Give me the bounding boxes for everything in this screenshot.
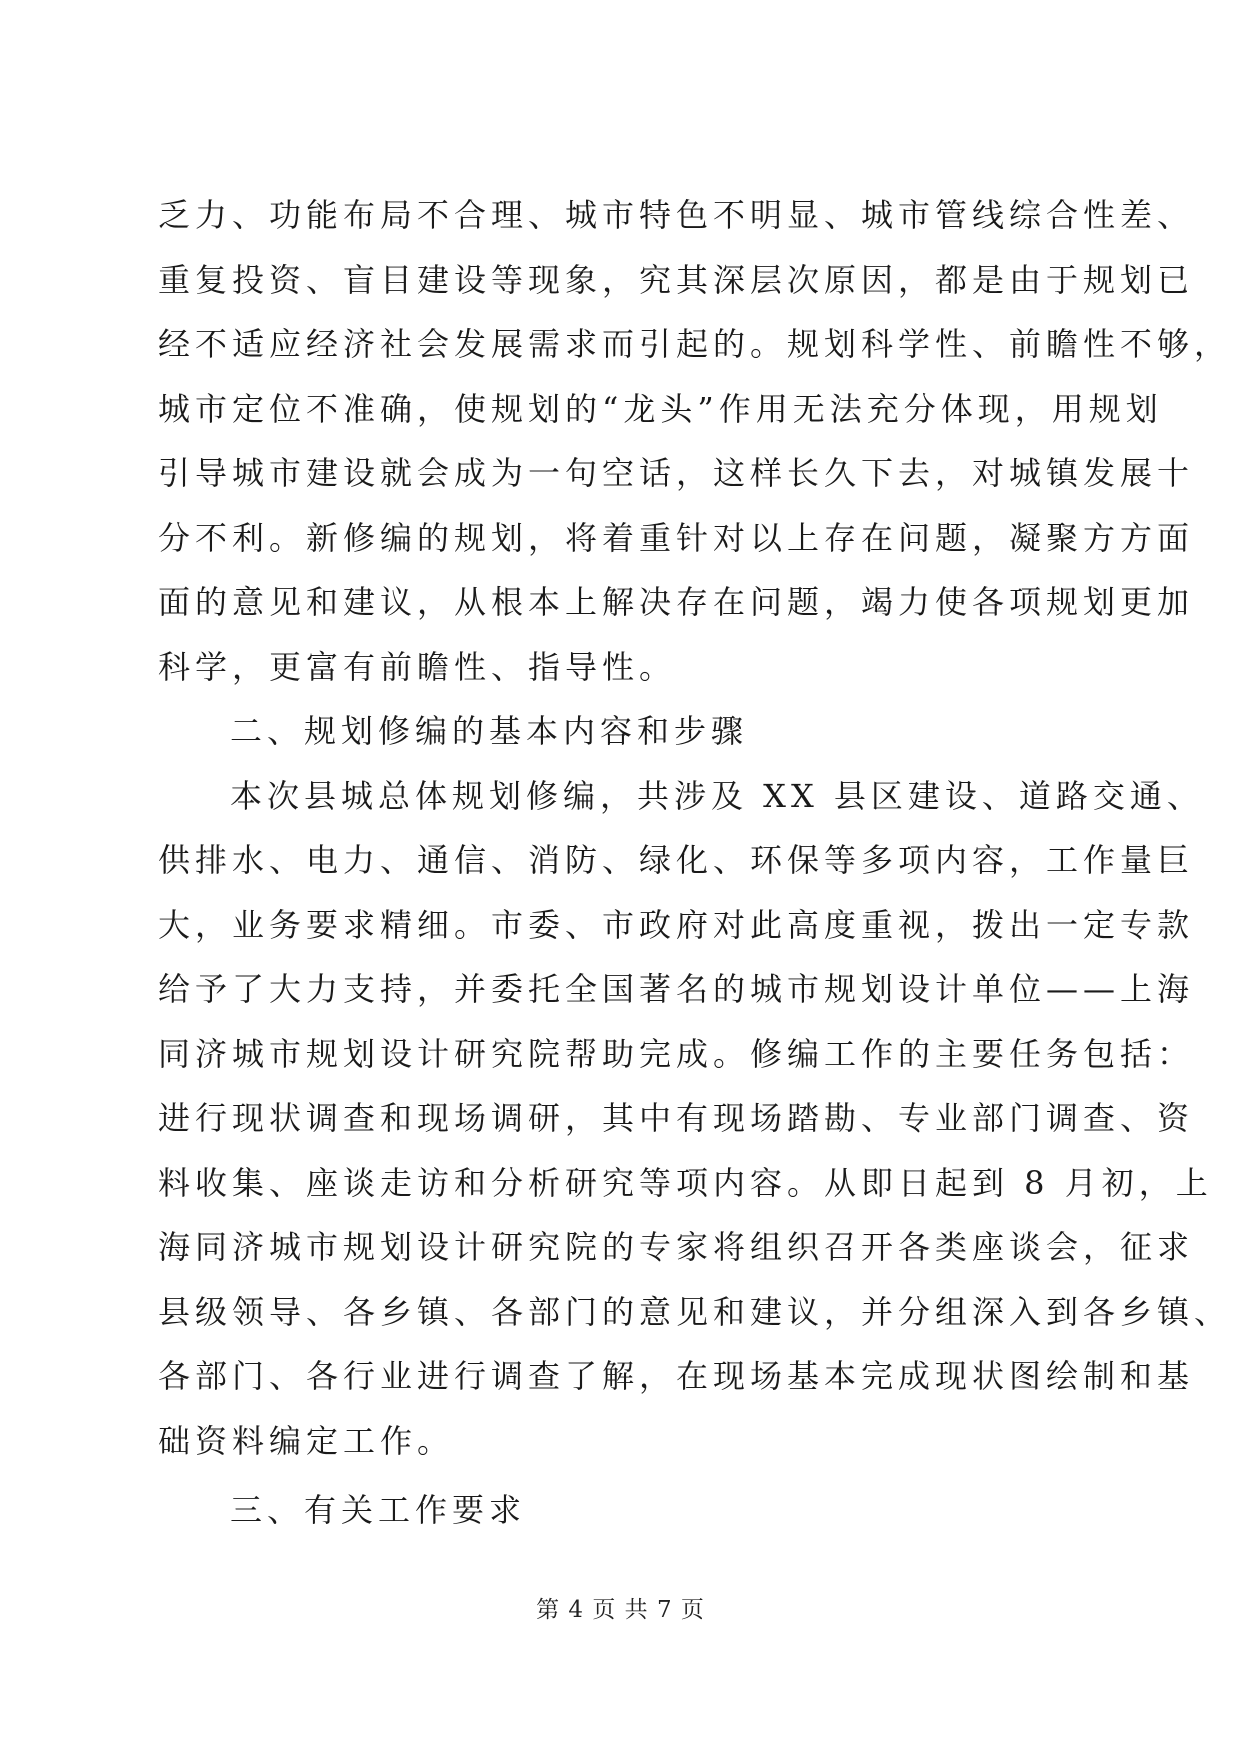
body-text-line: 重复投资、盲目建设等现象，究其深层次原因，都是由于规划已 (158, 261, 1195, 299)
body-text-line: 县级领导、各乡镇、各部门的意见和建议，并分组深入到各乡镇、 (158, 1293, 1232, 1331)
body-text-line: 海同济城市规划设计研究院的专家将组织召开各类座谈会，征求 (158, 1228, 1195, 1266)
section-heading: 二、规划修编的基本内容和步骤 (230, 712, 749, 750)
body-text-line: 本次县城总体规划修编，共涉及 XX 县区建设、道路交通、 (230, 777, 1204, 815)
body-text-line: 科学，更富有前瞻性、指导性。 (158, 648, 677, 686)
body-text-line: 各部门、各行业进行调查了解，在现场基本完成现状图绘制和基 (158, 1357, 1195, 1395)
body-text-line: 乏力、功能布局不合理、城市特色不明显、城市管线综合性差、 (158, 196, 1195, 234)
body-text-line: 供排水、电力、通信、消防、绿化、环保等多项内容，工作量巨 (158, 841, 1195, 879)
body-text-line: 料收集、座谈走访和分析研究等项内容。从即日起到 8 月初，上 (158, 1164, 1213, 1202)
body-text-line: 础资料编定工作。 (158, 1422, 455, 1460)
body-text-line: 经不适应经济社会发展需求而引起的。规划科学性、前瞻性不够， (158, 325, 1232, 363)
body-text-line: 城市定位不准确，使规划的“龙头”作用无法充分体现，用规划 (158, 390, 1163, 428)
body-text-line: 大，业务要求精细。市委、市政府对此高度重视，拨出一定专款 (158, 906, 1195, 944)
section-heading: 三、有关工作要求 (230, 1491, 527, 1529)
body-text-line: 引导城市建设就会成为一句空话，这样长久下去，对城镇发展十 (158, 454, 1195, 492)
body-text-line: 进行现状调查和现场调研，其中有现场踏勘、专业部门调查、资 (158, 1099, 1195, 1137)
body-text-line: 分不利。新修编的规划，将着重针对以上存在问题，凝聚方方面 (158, 519, 1195, 557)
body-text-line: 给予了大力支持，并委托全国著名的城市规划设计单位——上海 (158, 970, 1195, 1008)
body-text-line: 同济城市规划设计研究院帮助完成。修编工作的主要任务包括： (158, 1035, 1195, 1073)
page-number-footer: 第 4 页 共 7 页 (536, 1597, 705, 1623)
body-text-line: 面的意见和建议，从根本上解决存在问题，竭力使各项规划更加 (158, 583, 1195, 621)
